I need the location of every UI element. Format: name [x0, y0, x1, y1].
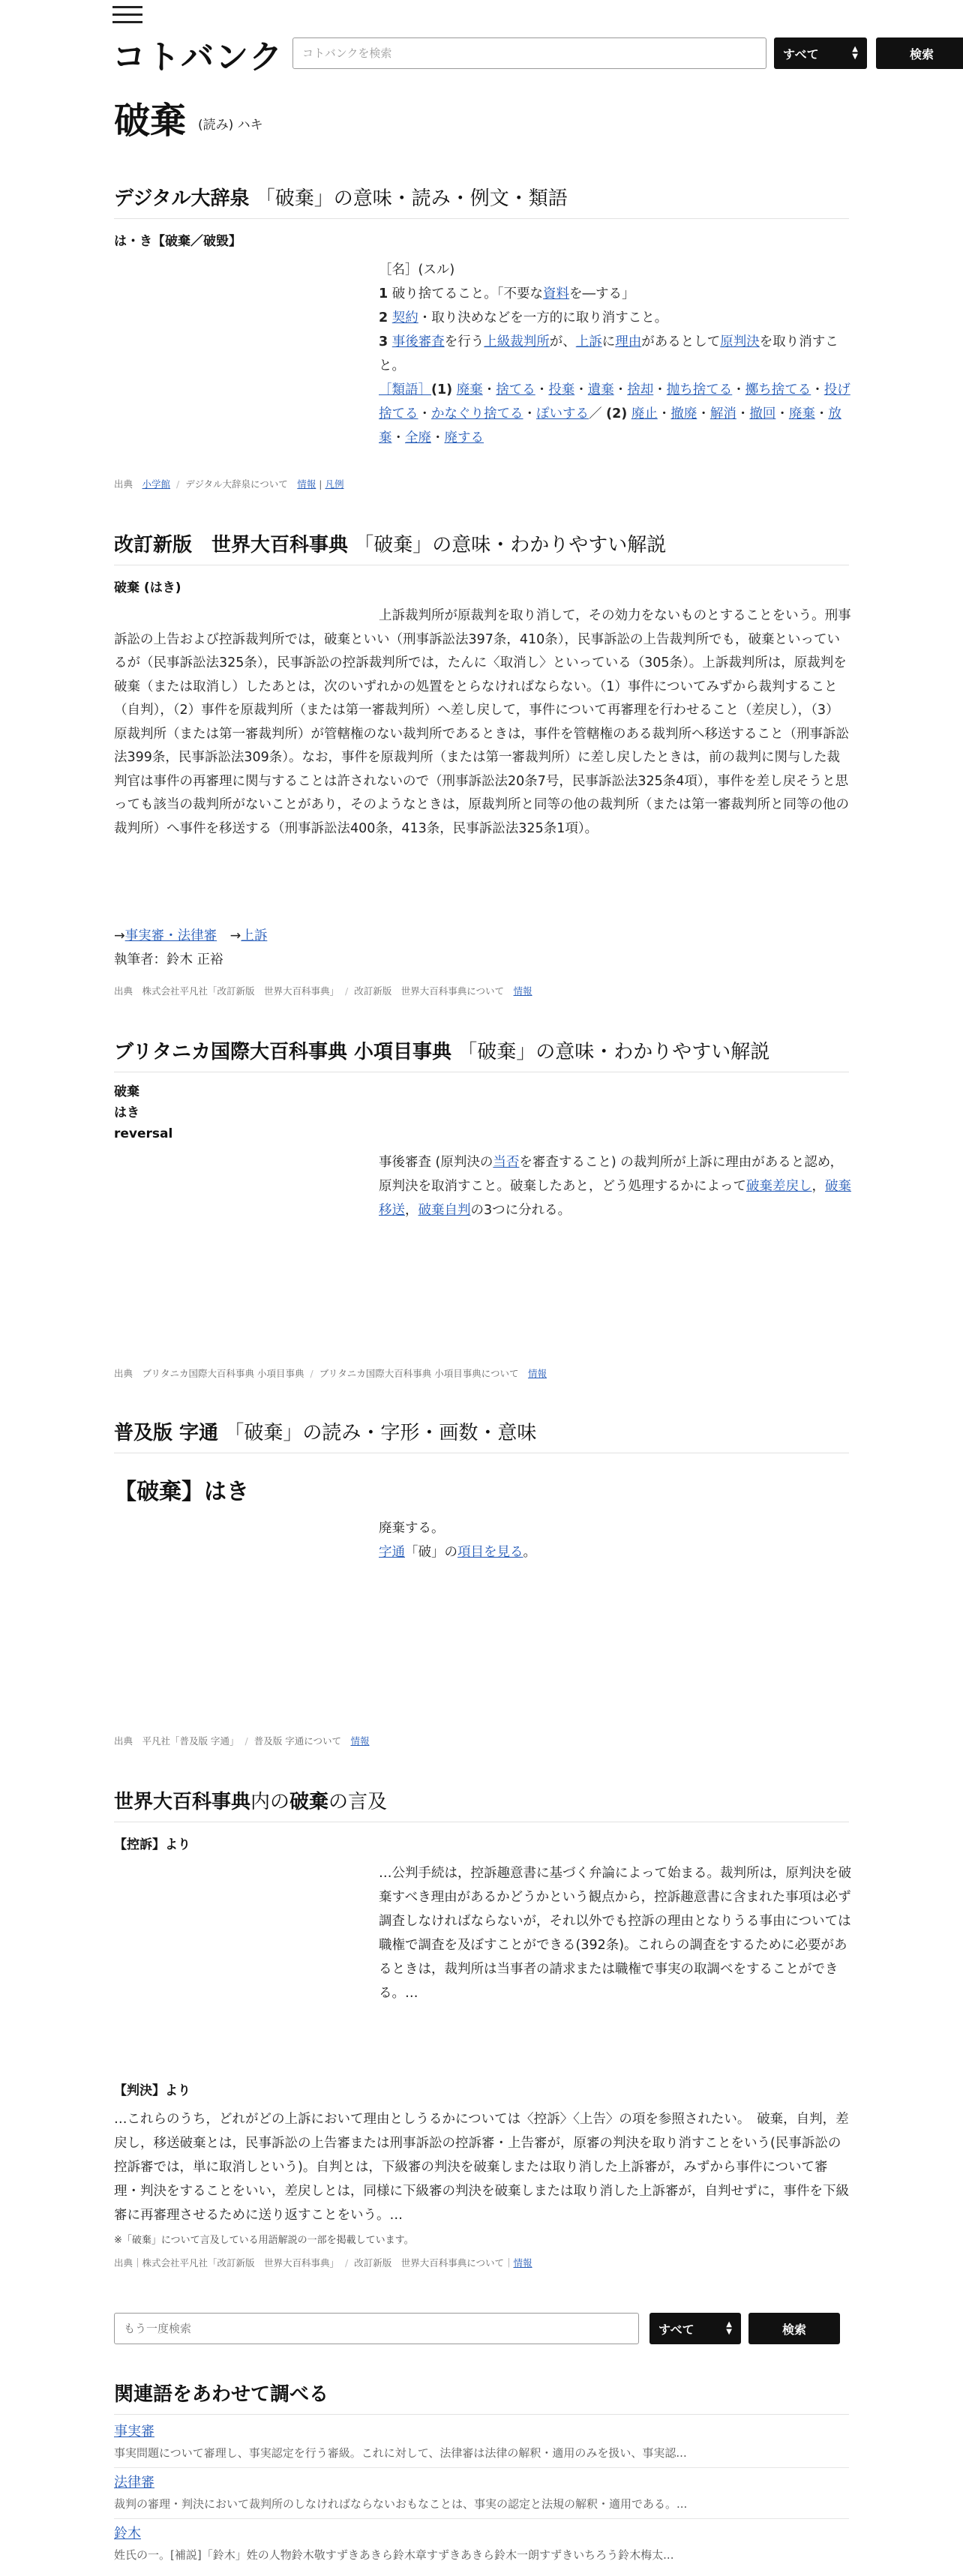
entry-term: 破棄 (はき) — [114, 580, 182, 595]
section-heading-dictionary: 世界大百科事典 — [114, 1791, 251, 1813]
source-publisher: 平凡社「普及版 字通」 — [142, 1735, 239, 1747]
section-heading-dictionary: 改訂新版 世界大百科事典 — [114, 534, 349, 556]
mention-text-hanketsu: …これらのうち，どれがどの上訴において理由としうるかについては〈控訴〉〈上告〉の項を参照されたい。 破棄，自判，差戻し，移送破棄とは，民事訴訟の上告審または刑事訴訟の控訴審・上告審が，原審の判決を取り消すことをいう(民事訴訟の控訴審では，単に取消しという)。自判とは，下級審の判決を破棄しまたは取り消した上訴審が，みずから事件について審理・判決をすることをいい，差戻しとは，同様に下級審の判決を破棄しまたは取り消した上訴審が，自判せずに，事件を下級審に再審理させるために送り返すことをいう。… — [114, 2112, 849, 2223]
synonym-separator: ・ — [811, 382, 824, 397]
source-info-link[interactable]: 情報 — [527, 1368, 547, 1379]
synonym-group-number: (1) — [431, 382, 453, 397]
source-info-link[interactable]: 情報 — [513, 985, 532, 997]
body-text-span: ， — [405, 1203, 418, 1218]
search-button[interactable]: 検索 — [876, 37, 963, 69]
entry-term: は・き【破棄／破毀】 — [114, 234, 242, 249]
source-label: 出典 — [114, 985, 134, 997]
term-kanji: 破棄 — [114, 1084, 140, 1099]
definition-text: があるとして — [641, 334, 721, 349]
author: 執筆者：鈴木 正裕 — [114, 952, 224, 967]
link-haki-jihan[interactable]: 破棄自判 — [418, 1203, 471, 1218]
source-line: 出典 株式会社平凡社「改訂新版 世界大百科事典」 / 改訂新版 世界大百科事典について 情報 — [114, 985, 532, 997]
mention-label-hanketsu[interactable]: 【判決】より — [114, 2083, 190, 2098]
synonym-separator: ・ — [814, 406, 829, 421]
synonym-separator: ・ — [523, 406, 536, 421]
body-text-span: 事後審査 (原判決の — [379, 1155, 494, 1170]
related-item-title[interactable]: 事実審 — [114, 2424, 154, 2440]
source-line: 出典｜株式会社平凡社「改訂新版 世界大百科事典」 / 改訂新版 世界大百科事典について｜情報 — [114, 2257, 532, 2269]
link-joso[interactable]: 上訴 — [575, 334, 602, 349]
section-heading-rest: 「破棄」の意味・わかりやすい解説 — [354, 534, 667, 556]
encyclopedia-paragraph: 上訴裁判所が原裁判を取り消して，その効力をないものとすることをいう。刑事訴訟の上告および控訴裁判所では，破棄といい（刑事訴訟法397条，410条），民事訴訟の上告裁判所でも，破棄といっているが（民事訴訟法325条），民事訴訟の控訴裁判所では，たんに〈取消し〉といっている（305条）。上訴裁判所は，原裁判を破棄（または取消し）したあとは，次のいずれかの処置をとらなければならない。（1）事件についてみずから裁判すること（自判），（2）事件を原裁判所（または第一審裁判所）へ差し戻して，事件について再審理を行わせること（差戻し），（3）原裁判所（または第一審裁判所）が管轄権のない裁判所であるときは，事件を管轄権のある裁判所へ移送すること（刑事訴訟法399条，民事訴訟法309条）。なお，事件を原裁判所（または第一審裁判所）に差し戻したときは，前の裁判に関与した裁判官は事件の再審理に関与することは許されないので（刑事訴訟法20条7号，民事訴訟法325条4項），事件を差し戻そうと思っても該当の裁判所がないことがあり，そのようなときは，原裁判所と同等の他の裁判所（または第一審裁判所と同等の他の裁判所）へ事件を移送する（刑事訴訟法400条，413条，民事訴訟法325条1項）。 — [114, 608, 851, 836]
link-haki-iso[interactable]: 破棄移送 — [379, 1179, 851, 1218]
source-about: ブリタニカ国際大百科事典 小項目事典について — [319, 1368, 519, 1379]
source-publisher: ブリタニカ国際大百科事典 小項目事典 — [142, 1368, 304, 1379]
definition-text: ・取り決めなどを一方的に取り消すこと。 — [418, 310, 668, 325]
link-jokyu-saibansho[interactable]: 上級裁判所 — [484, 334, 550, 349]
see-also-links: →事実審・法律審 →上訴 — [114, 928, 268, 943]
synonym-separator: ・ — [418, 406, 431, 421]
entry-term — [114, 1081, 172, 1144]
section-heading-britannica — [114, 1036, 849, 1072]
jitsu-text — [379, 1516, 856, 1564]
synonym-link[interactable]: 廃棄 — [456, 382, 483, 397]
link-genhanketsu[interactable]: 原判決 — [720, 334, 760, 349]
section-heading-rest: 「破棄」の意味・読み・例文・類語 — [255, 187, 568, 210]
section-heading-rest: の言及 — [328, 1791, 388, 1813]
link-see-entry[interactable]: 項目を見る — [458, 1545, 524, 1560]
definition-1 — [379, 282, 856, 306]
entry-term: 【破棄】はき — [114, 1479, 249, 1505]
synonym-separator: ・ — [574, 382, 588, 397]
synonym-link[interactable]: 捨却 — [627, 382, 654, 397]
jitsu-definition: 廃棄する。 — [379, 1521, 445, 1536]
synonym-separator: ・ — [482, 382, 496, 397]
synonym-separator: ・ — [535, 382, 549, 397]
bottom-search-button[interactable]: 検索 — [748, 2313, 840, 2344]
section-heading-jitsu — [114, 1417, 849, 1453]
definition-block — [379, 258, 856, 450]
source-legend-link[interactable]: 凡例 — [325, 478, 344, 490]
page-reading: (読み) ハキ — [198, 118, 263, 133]
section-heading-rest: 「破棄」の読み・字形・画数・意味 — [224, 1422, 537, 1444]
source-about: 改訂新版 世界大百科事典について — [354, 985, 505, 997]
search-scope-value: すべて — [783, 46, 819, 61]
synonym-separator: ・ — [697, 406, 710, 421]
link-shiryo[interactable]: 資料 — [543, 286, 570, 301]
source-label: 出典 — [114, 1735, 134, 1747]
synonym-link[interactable]: 廃止 — [631, 406, 658, 421]
synonym-link[interactable]: 抛ち捨てる — [666, 382, 733, 397]
mention-note: ※「破棄」について言及している用語解説の一部を掲載しています。 — [114, 2235, 414, 2246]
section-heading-dictionary: デジタル大辞泉 — [114, 187, 250, 210]
synonym-link[interactable]: ぽいする — [536, 406, 589, 421]
related-item-title[interactable]: 法律審 — [114, 2475, 154, 2491]
link-jigo-shinsa[interactable]: 事後審査 — [392, 334, 445, 349]
source-line: 出典 平凡社「普及版 字通」 / 普及版 字通について 情報 — [114, 1735, 370, 1747]
definition-number: 3 — [379, 334, 388, 349]
body-text-span: ， — [812, 1179, 825, 1194]
related-item[interactable] — [114, 2421, 849, 2468]
site-logo[interactable]: コトバンク — [112, 38, 284, 76]
body-text-span: を審査すること) の裁判所が上訴に理由があると認め，原判決を取消すこと。破棄したあと，どう処理するかによって — [379, 1155, 844, 1194]
synonym-separator: ・ — [732, 382, 746, 397]
synonym-link[interactable]: 解消 — [710, 406, 736, 421]
link-riyu[interactable]: 理由 — [615, 334, 642, 349]
synonym-link[interactable]: 撤回 — [749, 406, 776, 421]
related-item-desc: 裁判の審理・判決において裁判所のしなければならないおもなことは、事実の認定と法規の解釈・適用である。... — [114, 2497, 688, 2511]
source-about: 普及版 字通について — [254, 1735, 341, 1747]
section-heading-word: 破棄 — [290, 1791, 329, 1813]
select-arrows-icon: ▲ ▼ — [852, 45, 858, 61]
term-english: reversal — [114, 1126, 173, 1141]
section-heading-heibonsha — [114, 529, 849, 565]
source-publisher: 株式会社平凡社「改訂新版 世界大百科事典」 — [142, 2257, 340, 2269]
section-heading-mentions — [114, 1786, 849, 1822]
definition-text: を―する」 — [569, 286, 635, 301]
synonym-separator: ・ — [614, 382, 628, 397]
section-heading-rest: 内の — [250, 1791, 290, 1813]
definition-3 — [379, 330, 856, 378]
mention-label-koso[interactable]: 【控訴】より — [114, 1837, 190, 1852]
related-item-desc: 事実問題について審理し、事実認定を行う審級。これに対して、法律審は法律の解釈・適用のみを扱い、事実認... — [114, 2446, 687, 2460]
hamburger-menu-icon[interactable] — [112, 6, 144, 25]
definition-text: に — [602, 334, 616, 349]
synonym-link[interactable]: 廃棄 — [788, 406, 815, 421]
mention-text-koso: …公判手続は，控訴趣意書に基づく弁論によって始まる。裁判所は，原判決を破棄すべき理由があるかどうかという観点から，控訴趣意書に含まれた事項は必ず調査しなければならないが，それ以外でも控訴の理由となりうる事由については職権で調査を及ぼすことができる(392条)。これらの調査をするために必要があるときは，裁判所は当事者の請求または職権で事実の取調べをすることができる。… — [379, 1866, 851, 2001]
section-heading-daijisen — [114, 183, 849, 219]
definition-number: 2 — [379, 310, 388, 325]
synonym-link[interactable]: 遺棄 — [587, 382, 614, 397]
synonym-separator: ・ — [431, 430, 445, 445]
synonym-link[interactable]: 投げ捨てる — [379, 382, 850, 421]
related-heading: 関連語をあわせて調べる — [114, 2379, 849, 2415]
definition-number: 1 — [379, 286, 388, 301]
synonyms: ［類語］(1) 廃棄・捨てる・投棄・遺棄・捨却・抛ち捨てる・擲ち捨てる・投げ捨てる・かなぐり捨てる・ぽいする／ (2) 廃止・撤廃・解消・撤回・廃棄・放棄・全廃・廃する — [379, 382, 850, 445]
definition-text: 破り捨てること。「不要な — [392, 286, 544, 301]
definition-text: を行う — [444, 334, 484, 349]
link-toohi[interactable]: 当否 — [493, 1155, 520, 1170]
definition-text: が、 — [549, 334, 576, 349]
synonym-separator: ・ — [392, 430, 405, 445]
search-input[interactable] — [292, 37, 766, 69]
body-text-span: の3つに分れる。 — [470, 1203, 572, 1218]
link-haki-sashimodoshi[interactable]: 破棄差戻し — [746, 1179, 812, 1194]
jitsu-link-line — [379, 1540, 856, 1564]
synonym-separator: ・ — [657, 406, 671, 421]
related-item[interactable] — [114, 2472, 849, 2519]
source-info-link[interactable]: 情報 — [513, 2257, 532, 2269]
related-item[interactable] — [114, 2523, 849, 2569]
body-text-span: 。 — [523, 1545, 536, 1560]
section-heading-dictionary: ブリタニカ国際大百科事典 小項目事典 — [114, 1041, 452, 1063]
source-publisher: 株式会社平凡社「改訂新版 世界大百科事典」 — [142, 985, 340, 997]
part-of-speech: ［名］(スル) — [379, 262, 455, 277]
link-keiyaku[interactable]: 契約 — [392, 310, 418, 325]
page-title: 破棄 — [114, 100, 187, 142]
related-item-title[interactable]: 鈴木 — [114, 2526, 141, 2542]
select-arrows-icon: ▲ ▼ — [726, 2320, 732, 2336]
synonym-group-number: (2) — [606, 406, 628, 421]
synonym-label[interactable]: ［類語］ — [379, 382, 431, 397]
source-line: 出典 小学館 / デジタル大辞泉について 情報 | 凡例 — [114, 478, 344, 490]
search-scope-value: すべて — [658, 2322, 694, 2337]
synonym-link[interactable]: 投棄 — [548, 382, 575, 397]
source-info-link[interactable]: 情報 — [350, 1735, 370, 1747]
body-text-span: 「破」の — [405, 1545, 458, 1560]
source-publisher-link[interactable]: 小学館 — [142, 478, 171, 490]
synonym-link[interactable]: 放棄 — [379, 406, 842, 445]
bottom-search-input[interactable] — [114, 2313, 639, 2344]
bottom-search-scope-select[interactable] — [650, 2313, 741, 2344]
britannica-text — [379, 1150, 856, 1222]
synonym-separator: ・ — [736, 406, 750, 421]
synonym-link[interactable]: かなぐり捨てる — [431, 406, 524, 421]
source-about: デジタル大辞泉について — [185, 478, 288, 490]
source-about: 改訂新版 世界大百科事典について — [354, 2257, 505, 2269]
synonym-separator: ・ — [653, 382, 667, 397]
synonym-separator: ・ — [776, 406, 789, 421]
definition-2 — [379, 306, 856, 330]
definition-text: を取り消すこと。 — [379, 334, 838, 373]
synonym-link[interactable]: 捨てる — [496, 382, 536, 397]
source-label: 出典 — [114, 2257, 134, 2269]
link-jijitsushin-horitsushin[interactable]: 事実審・法律審 — [124, 928, 218, 943]
section-heading-dictionary: 普及版 字通 — [114, 1422, 219, 1444]
synonym-link[interactable]: 全廃 — [405, 430, 431, 445]
link-jitsu[interactable]: 字通 — [379, 1545, 405, 1560]
synonym-link[interactable]: 撤廃 — [670, 406, 698, 421]
source-info-link[interactable]: 情報 — [297, 478, 316, 490]
term-reading: はき — [114, 1105, 140, 1120]
related-item-desc: 姓氏の一。[補説]「鈴木」姓の人物鈴木敬すずきあきら鈴木章すずきあきら鈴木一朗すずきいちろう鈴木梅太... — [114, 2548, 674, 2562]
synonym-link[interactable]: 擲ち捨てる — [745, 382, 812, 397]
synonym-link[interactable]: 廃する — [444, 430, 484, 445]
link-joso[interactable]: 上訴 — [241, 928, 268, 943]
source-label: 出典 — [114, 478, 134, 490]
source-line: 出典 ブリタニカ国際大百科事典 小項目事典 / ブリタニカ国際大百科事典 小項目事典について 情報 — [114, 1368, 547, 1379]
site-header — [112, 0, 934, 76]
search-scope-select[interactable] — [774, 37, 867, 69]
section-heading-rest: 「破棄」の意味・わかりやすい解説 — [458, 1041, 770, 1063]
source-label: 出典 — [114, 1368, 134, 1379]
